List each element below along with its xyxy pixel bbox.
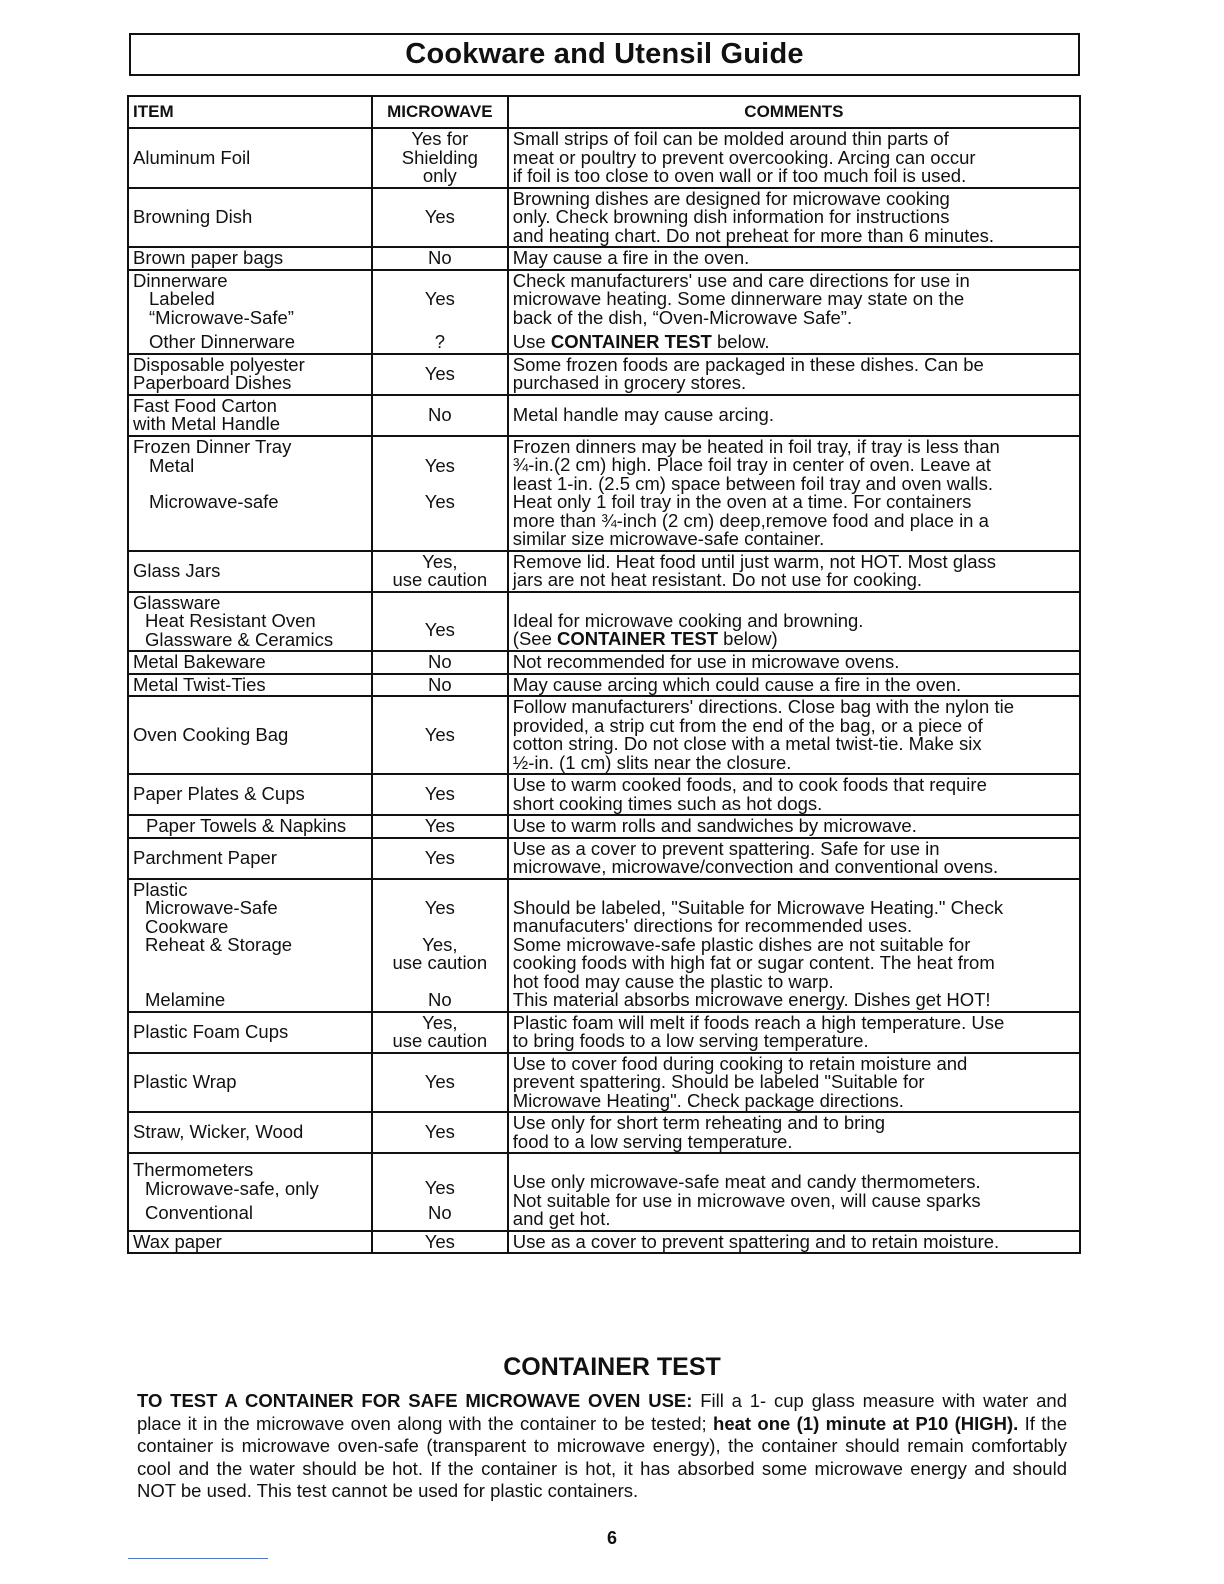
container-test-title: CONTAINER TEST	[503, 1353, 721, 1381]
comment-line: Plastic foam will melt if foods reach a high temperature. Use	[512, 1011, 1005, 1033]
microwave-cell: No	[372, 247, 508, 270]
microwave-cell: Yes	[372, 1053, 508, 1113]
microwave-cell	[372, 1153, 508, 1231]
comment-cell: Not recommended for use in microwave ovens.	[508, 651, 1080, 674]
sub-item-label: “Microwave-Safe”	[149, 306, 294, 328]
table-row	[128, 1231, 1080, 1254]
comment-line: Use as a cover to prevent spattering. Safe for use in	[512, 837, 940, 859]
sub-item-label: Reheat & Storage	[145, 934, 293, 956]
comment-cell: May cause arcing which could cause a fire in the oven.	[508, 674, 1080, 697]
item-cell: Aluminum Foil	[128, 128, 372, 188]
comment-cell: May cause a fire in the oven.	[508, 247, 1080, 270]
item-cell	[128, 270, 372, 354]
microwave-cell	[372, 436, 508, 551]
item-label: Thermometers	[133, 1159, 254, 1180]
microwave-cell: Yes	[372, 696, 508, 774]
container-test-text: If the container is microwave oven-safe (transparent to microwave energy), the container should remain comfortably cool and the water should be hot. If the container is hot, it has absorbed some microwave energy and should NOT be used. This test cannot be used for plastic containers.	[137, 1412, 1067, 1501]
table-row	[128, 674, 1080, 697]
item-cell: Metal Twist-Ties	[128, 674, 372, 697]
comment-line: Not suitable for use in microwave oven, will cause sparks	[512, 1189, 981, 1211]
comment-line: Microwave Heating". Check package directions.	[512, 1089, 904, 1111]
microwave-line: use caution	[392, 952, 488, 973]
comment-line: manufacuters' directions for recommended uses.	[512, 915, 913, 936]
table-row	[128, 815, 1080, 838]
comment-line: to bring foods to a low serving temperature.	[512, 1030, 869, 1051]
comment-cell	[508, 436, 1080, 551]
item-cell: Metal Bakeware	[128, 651, 372, 674]
comment-line: short cooking times such as hot dogs.	[512, 792, 823, 814]
microwave-cell: Yes	[372, 1231, 508, 1254]
microwave-line: Yes for	[411, 128, 469, 149]
container-test-paragraph	[137, 1390, 1067, 1503]
table-row	[128, 879, 1080, 1012]
comment-cell: Use as a cover to prevent spattering and to retain moisture.	[508, 1231, 1080, 1254]
comment-line: cotton string. Do not close with a metal twist-tie. Make six	[512, 733, 982, 754]
microwave-cell: Yes	[372, 838, 508, 879]
microwave-cell: Yes	[372, 774, 508, 815]
sub-item-label: Other Dinnerware	[149, 331, 296, 352]
comment-line: meat or poultry to prevent overcooking. Arcing can occur	[512, 146, 976, 168]
item-cell	[128, 592, 372, 652]
comment-cell	[508, 774, 1080, 815]
comment-line: Use only microwave-safe meat and candy thermometers.	[512, 1171, 981, 1192]
comment-cell: Metal handle may cause arcing.	[508, 395, 1080, 436]
microwave-line: Yes	[424, 491, 455, 512]
comment-line: ½-in. (1 cm) slits near the closure.	[512, 751, 792, 773]
comment-line: Use CONTAINER TEST below.	[512, 331, 770, 352]
comment-line: similar size microwave-safe container.	[512, 528, 825, 549]
table-row	[128, 354, 1080, 395]
microwave-cell: Yes	[372, 1112, 508, 1153]
comment-cell	[508, 128, 1080, 188]
item-label: Plastic	[133, 878, 188, 900]
comment-line: This material absorbs microwave energy. Dishes get HOT!	[512, 989, 991, 1010]
comment-line: purchased in grocery stores.	[512, 372, 747, 393]
microwave-cell	[372, 128, 508, 188]
comment-cell	[508, 1053, 1080, 1113]
table-row	[128, 1012, 1080, 1053]
item-cell: Parchment Paper	[128, 838, 372, 879]
sub-item-label: Microwave-safe, only	[145, 1177, 319, 1199]
comment-line: food to a low serving temperature.	[512, 1130, 793, 1152]
container-test-bold: heat one (1) minute at P10 (HIGH).	[713, 1412, 1019, 1434]
table-row	[128, 1153, 1080, 1231]
comment-line: provided, a strip cut from the end of the bag, or a piece of	[512, 714, 983, 736]
comment-cell	[508, 592, 1080, 652]
comment-line: Use to warm cooked foods, and to cook foods that require	[512, 774, 987, 795]
item-cell: Plastic Foam Cups	[128, 1012, 372, 1053]
comment-line: ¾-in.(2 cm) high. Place foil tray in center of oven. Leave at	[512, 454, 991, 475]
comment-cell	[508, 838, 1080, 879]
item-label: Glassware	[133, 591, 221, 613]
sub-item-label: Metal	[149, 454, 195, 476]
comment-line: Use only for short term reheating and to bring	[512, 1112, 886, 1133]
sub-item-label: Conventional	[145, 1202, 253, 1223]
container-test-text: Fill a 1- cup glass measure with water and place it in the microwave oven along with the container to be tested;	[137, 1390, 1068, 1434]
comment-line: and heating chart. Do not preheat for more than 6 minutes.	[512, 224, 995, 246]
comment-line: cooking foods with high fat or sugar content. The heat from	[512, 952, 995, 973]
table-row	[128, 774, 1080, 815]
comment-cell	[508, 354, 1080, 395]
sub-item-label: Labeled	[149, 288, 215, 309]
comment-line: jars are not heat resistant. Do not use for cooking.	[512, 569, 923, 590]
comment-line: Some frozen foods are packaged in these dishes. Can be	[512, 353, 984, 375]
title-box	[129, 33, 1080, 76]
item-cell	[128, 1153, 372, 1231]
table-row	[128, 592, 1080, 652]
microwave-line: Yes,	[422, 1011, 458, 1033]
table-row	[128, 651, 1080, 674]
sub-item-label: Glassware & Ceramics	[145, 628, 334, 650]
microwave-cell: Yes	[372, 815, 508, 838]
sub-item-label: Melamine	[145, 988, 226, 1010]
microwave-line: Yes,	[422, 550, 458, 572]
page-number: 6	[606, 1528, 617, 1548]
comment-line: Follow manufacturers' directions. Close bag with the nylon tie	[512, 696, 1014, 717]
comment-line: prevent spattering. Should be labeled "Suitable for	[512, 1071, 925, 1092]
item-cell	[128, 395, 372, 436]
microwave-cell	[372, 879, 508, 1012]
microwave-line: Yes	[424, 619, 455, 640]
sub-item-label: Microwave-Safe	[145, 897, 278, 919]
comment-line: and get hot.	[512, 1208, 611, 1229]
table-row	[128, 247, 1080, 270]
item-label: Dinnerware	[133, 269, 228, 291]
item-cell	[128, 879, 372, 1012]
item-label: with Metal Handle	[133, 413, 281, 434]
table-row	[128, 128, 1080, 188]
table-row	[128, 838, 1080, 879]
microwave-line: Yes,	[422, 933, 458, 955]
table-row	[128, 270, 1080, 354]
microwave-cell: Yes	[372, 188, 508, 248]
microwave-line: No	[428, 988, 452, 1010]
microwave-line: Yes	[424, 288, 455, 309]
item-cell: Paper Towels & Napkins	[128, 815, 372, 838]
microwave-line: only	[422, 165, 457, 186]
item-cell: Glass Jars	[128, 551, 372, 592]
comment-line: microwave heating. Some dinnerware may state on the	[512, 288, 965, 309]
microwave-cell	[372, 270, 508, 354]
comment-cell	[508, 879, 1080, 1012]
item-cell	[128, 436, 372, 551]
header-microwave: MICROWAVE	[372, 96, 508, 128]
comment-cell	[508, 551, 1080, 592]
microwave-cell: No	[372, 395, 508, 436]
comment-line: back of the dish, “Oven-Microwave Safe”.	[512, 306, 853, 328]
item-cell: Oven Cooking Bag	[128, 696, 372, 774]
table-row	[128, 395, 1080, 436]
microwave-line: ?	[434, 330, 445, 352]
comment-line: Use to cover food during cooking to retain moisture and	[512, 1052, 968, 1074]
comment-cell	[508, 188, 1080, 248]
microwave-cell: No	[372, 674, 508, 697]
microwave-line: Yes	[424, 897, 455, 918]
microwave-cell: Yes	[372, 354, 508, 395]
comment-line: hot food may cause the plastic to warp.	[512, 970, 834, 992]
item-label: Frozen Dinner Tray	[133, 436, 292, 458]
item-cell: Browning Dish	[128, 188, 372, 248]
table-row	[128, 696, 1080, 774]
microwave-cell: No	[372, 651, 508, 674]
item-cell: Straw, Wicker, Wood	[128, 1112, 372, 1153]
table-row	[128, 1112, 1080, 1153]
comment-line: microwave, microwave/convection and conventional ovens.	[512, 856, 999, 877]
item-cell: Plastic Wrap	[128, 1053, 372, 1113]
page-title: Cookware and Utensil Guide	[405, 38, 804, 70]
header-comments: COMMENTS	[508, 96, 1080, 128]
item-cell: Wax paper	[128, 1231, 372, 1254]
comment-line: least 1-in. (2.5 cm) space between foil tray and oven walls.	[512, 472, 993, 494]
sub-item-label: Microwave-safe	[149, 491, 279, 513]
comment-cell	[508, 1112, 1080, 1153]
header-row	[128, 96, 1080, 128]
comment-cell: Use to warm rolls and sandwiches by microwave.	[508, 815, 1080, 838]
comment-line: Ideal for microwave cooking and browning.	[512, 609, 864, 631]
table-row	[128, 436, 1080, 551]
microwave-line: use caution	[392, 569, 488, 590]
comment-line: Frozen dinners may be heated in foil tray, if tray is less than	[512, 435, 1000, 457]
comment-line: more than ¾-inch (2 cm) deep,remove food and place in a	[512, 509, 989, 531]
comment-line: Browning dishes are designed for microwave cooking	[512, 187, 950, 209]
microwave-line: Shielding	[401, 146, 478, 168]
microwave-line: Yes	[424, 1177, 455, 1199]
footer-rule	[128, 1558, 268, 1559]
sub-item-label: Cookware	[145, 915, 229, 937]
item-label: Disposable polyester	[133, 353, 305, 375]
item-label: Fast Food Carton	[133, 394, 277, 416]
item-label: Paperboard Dishes	[133, 372, 292, 393]
comment-line: Small strips of foil can be molded around thin parts of	[512, 128, 949, 149]
table-row	[128, 188, 1080, 248]
microwave-cell	[372, 551, 508, 592]
item-cell: Paper Plates & Cups	[128, 774, 372, 815]
comment-cell	[508, 1012, 1080, 1053]
item-cell	[128, 354, 372, 395]
comment-line: Remove lid. Heat food until just warm, not HOT. Most glass	[512, 550, 997, 572]
comment-line: only. Check browning dish information for instructions	[512, 206, 950, 227]
table-row	[128, 551, 1080, 592]
microwave-cell	[372, 1012, 508, 1053]
comment-line: if foil is too close to oven wall or if too much foil is used.	[512, 165, 967, 186]
table-row	[128, 1053, 1080, 1113]
comment-cell	[508, 1153, 1080, 1231]
comment-line: Heat only 1 foil tray in the oven at a time. For containers	[512, 491, 972, 512]
microwave-line: No	[428, 1201, 452, 1223]
comment-cell	[508, 696, 1080, 774]
comment-line: Should be labeled, "Suitable for Microwave Heating." Check	[512, 896, 1004, 918]
sub-item-label: Heat Resistant Oven	[145, 610, 316, 631]
comment-line: Some microwave-safe plastic dishes are not suitable for	[512, 933, 971, 955]
header-item: ITEM	[128, 96, 372, 128]
microwave-line: Yes	[424, 454, 455, 476]
comment-line: Check manufacturers' use and care directions for use in	[512, 269, 970, 291]
cookware-guide-table	[127, 95, 1081, 1254]
microwave-line: use caution	[392, 1030, 488, 1051]
container-test-lead: TO TEST A CONTAINER FOR SAFE MICROWAVE OVEN USE:	[137, 1390, 693, 1411]
comment-line: (See CONTAINER TEST below)	[512, 628, 778, 650]
item-cell: Brown paper bags	[128, 247, 372, 270]
microwave-cell	[372, 592, 508, 652]
comment-cell	[508, 270, 1080, 354]
